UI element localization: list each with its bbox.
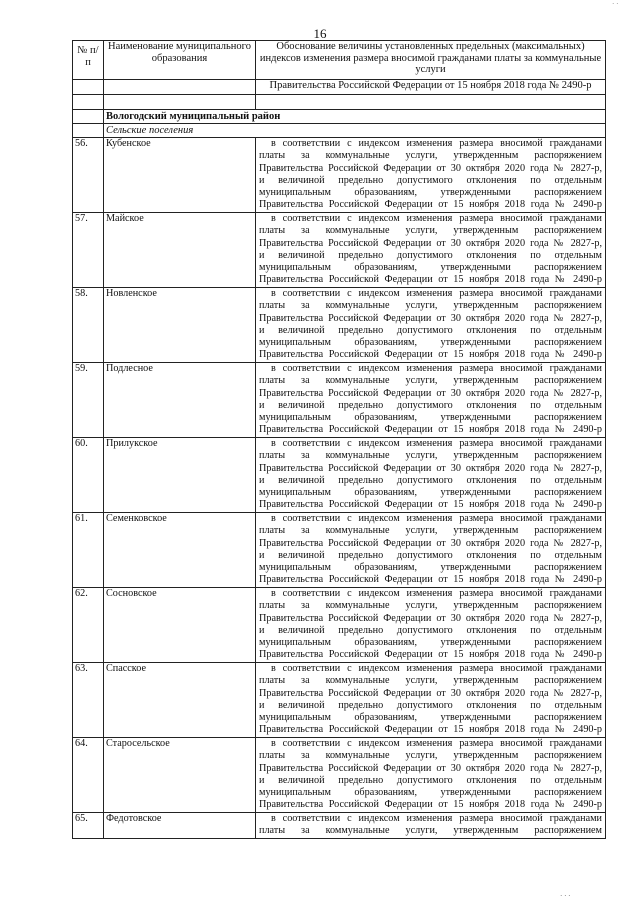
table-row bbox=[73, 213, 606, 288]
table-row bbox=[73, 363, 606, 438]
row-number: 65. bbox=[73, 813, 104, 839]
basis-line: Правительства Российской Федерации от 30 октября 2020 года № 2827-р, bbox=[259, 762, 602, 774]
basis-line: и величиной предельно допустимого отклонения по отдельным bbox=[259, 549, 602, 561]
table-row bbox=[73, 738, 606, 813]
basis-line: платы за коммунальные услуги, утвержденным распоряжением bbox=[259, 450, 602, 462]
basis-line: Правительства Российской Федерации от 15 ноября 2018 года № 2490-р bbox=[259, 574, 602, 586]
page-number: 16 bbox=[313, 26, 327, 41]
municipality-name: Старосельское bbox=[104, 738, 256, 813]
basis-line: Правительства Российской Федерации от 15 ноября 2018 года № 2490-р bbox=[259, 649, 602, 661]
basis-line: и величиной предельно допустимого отклонения по отдельным bbox=[259, 174, 602, 186]
municipality-name: Майское bbox=[104, 213, 256, 288]
municipal-index-table bbox=[72, 40, 606, 839]
table-row bbox=[73, 588, 606, 663]
continuation-num-cell bbox=[73, 80, 104, 95]
scan-footer-mark: · · · bbox=[560, 892, 571, 900]
header-municipality-name: Наименование муниципального образования bbox=[104, 41, 256, 80]
continuation-name-cell bbox=[104, 80, 256, 95]
basis-line: платы за коммунальные услуги, утвержденным распоряжением bbox=[259, 525, 602, 537]
row-number: 59. bbox=[73, 363, 104, 438]
basis-line: и величиной предельно допустимого отклонения по отдельным bbox=[259, 624, 602, 636]
municipality-name: Кубенское bbox=[104, 138, 256, 213]
row-number: 61. bbox=[73, 513, 104, 588]
basis-line: муниципальным образованиям, утвержденными распоряжением bbox=[259, 412, 602, 424]
continuation-basis-text: Правительства Российской Федерации от 15 ноября 2018 года № 2490-р bbox=[256, 80, 606, 95]
basis-line: в соответствии с индексом изменения размера вносимой гражданами bbox=[271, 813, 602, 824]
basis-line: Правительства Российской Федерации от 30 октября 2020 года № 2827-р, bbox=[259, 612, 602, 624]
basis-line: муниципальным образованиям, утвержденными распоряжением bbox=[259, 787, 602, 799]
basis-line: Правительства Российской Федерации от 15 ноября 2018 года № 2490-р bbox=[259, 349, 602, 361]
basis-text bbox=[256, 138, 606, 213]
basis-text bbox=[256, 513, 606, 588]
basis-line: муниципальным образованиям, утвержденными распоряжением bbox=[259, 487, 602, 499]
basis-line: платы за коммунальные услуги, утвержденным распоряжением bbox=[259, 750, 602, 762]
row-number: 60. bbox=[73, 438, 104, 513]
region-num-cell bbox=[73, 110, 104, 124]
municipality-name: Прилукское bbox=[104, 438, 256, 513]
basis-text bbox=[256, 738, 606, 813]
blank-cell bbox=[256, 95, 606, 110]
basis-line: и величиной предельно допустимого отклонения по отдельным bbox=[259, 324, 602, 336]
header-number: № п/п bbox=[73, 41, 104, 80]
row-number: 57. bbox=[73, 213, 104, 288]
basis-line: Правительства Российской Федерации от 30 октября 2020 года № 2827-р, bbox=[259, 462, 602, 474]
basis-line: в соответствии с индексом изменения размера вносимой гражданами bbox=[271, 663, 602, 674]
basis-line: в соответствии с индексом изменения размера вносимой гражданами bbox=[271, 363, 602, 374]
basis-line: и величиной предельно допустимого отклонения по отдельным bbox=[259, 249, 602, 261]
basis-text bbox=[256, 588, 606, 663]
basis-line: Правительства Российской Федерации от 30 октября 2020 года № 2827-р, bbox=[259, 162, 602, 174]
basis-text bbox=[256, 438, 606, 513]
subgroup-num-cell bbox=[73, 124, 104, 138]
row-number: 63. bbox=[73, 663, 104, 738]
table-header-row bbox=[73, 41, 606, 80]
basis-line: Правительства Российской Федерации от 15 ноября 2018 года № 2490-р bbox=[259, 274, 602, 286]
row-number: 56. bbox=[73, 138, 104, 213]
basis-line: Правительства Российской Федерации от 15 ноября 2018 года № 2490-р bbox=[259, 499, 602, 511]
basis-line: Правительства Российской Федерации от 15 ноября 2018 года № 2490-р bbox=[259, 199, 602, 211]
basis-line: Правительства Российской Федерации от 30 октября 2020 года № 2827-р, bbox=[259, 312, 602, 324]
basis-line: Правительства Российской Федерации от 30 октября 2020 года № 2827-р, bbox=[259, 387, 602, 399]
blank-row bbox=[73, 95, 606, 110]
region-title: Вологодский муниципальный район bbox=[104, 110, 606, 124]
basis-line: и величиной предельно допустимого отклонения по отдельным bbox=[259, 774, 602, 786]
scan-corner-mark: · · bbox=[612, 0, 619, 8]
basis-line: и величиной предельно допустимого отклонения по отдельным bbox=[259, 474, 602, 486]
table-row bbox=[73, 288, 606, 363]
subgroup-row bbox=[73, 124, 606, 138]
basis-line: в соответствии с индексом изменения размера вносимой гражданами bbox=[271, 213, 602, 224]
blank-cell bbox=[73, 95, 104, 110]
row-number: 64. bbox=[73, 738, 104, 813]
basis-text bbox=[256, 813, 606, 839]
basis-line: в соответствии с индексом изменения размера вносимой гражданами bbox=[271, 438, 602, 449]
basis-line: платы за коммунальные услуги, утвержденным распоряжением bbox=[259, 150, 602, 162]
basis-line: Правительства Российской Федерации от 15 ноября 2018 года № 2490-р bbox=[259, 724, 602, 736]
basis-line: муниципальным образованиям, утвержденными распоряжением bbox=[259, 187, 602, 199]
basis-line: муниципальным образованиям, утвержденными распоряжением bbox=[259, 637, 602, 649]
basis-line: муниципальным образованиям, утвержденными распоряжением bbox=[259, 712, 602, 724]
basis-line: платы за коммунальные услуги, утвержденным распоряжением bbox=[259, 600, 602, 612]
basis-text bbox=[256, 213, 606, 288]
basis-line: муниципальным образованиям, утвержденными распоряжением bbox=[259, 562, 602, 574]
basis-line: платы за коммунальные услуги, утвержденным распоряжением bbox=[259, 675, 602, 687]
row-number: 58. bbox=[73, 288, 104, 363]
municipality-name: Сосновское bbox=[104, 588, 256, 663]
municipality-name: Спасское bbox=[104, 663, 256, 738]
basis-line: в соответствии с индексом изменения размера вносимой гражданами bbox=[271, 738, 602, 749]
basis-text bbox=[256, 363, 606, 438]
basis-line: муниципальным образованиям, утвержденными распоряжением bbox=[259, 337, 602, 349]
continuation-row bbox=[73, 80, 606, 95]
row-number: 62. bbox=[73, 588, 104, 663]
basis-line: в соответствии с индексом изменения размера вносимой гражданами bbox=[271, 288, 602, 299]
basis-line: в соответствии с индексом изменения размера вносимой гражданами bbox=[271, 588, 602, 599]
municipality-name: Федотовское bbox=[104, 813, 256, 839]
basis-line: Правительства Российской Федерации от 30 октября 2020 года № 2827-р, bbox=[259, 237, 602, 249]
region-row bbox=[73, 110, 606, 124]
basis-line: платы за коммунальные услуги, утвержденным распоряжением bbox=[259, 225, 602, 237]
basis-line: Правительства Российской Федерации от 15 ноября 2018 года № 2490-р bbox=[259, 799, 602, 811]
basis-line: платы за коммунальные услуги, утвержденным распоряжением bbox=[259, 375, 602, 387]
basis-text bbox=[256, 288, 606, 363]
basis-line: Правительства Российской Федерации от 30 октября 2020 года № 2827-р, bbox=[259, 537, 602, 549]
basis-line: платы за коммунальные услуги, утвержденным распоряжением bbox=[259, 825, 602, 837]
subgroup-title: Сельские поселения bbox=[104, 124, 606, 138]
basis-line: муниципальным образованиям, утвержденными распоряжением bbox=[259, 262, 602, 274]
basis-line: Правительства Российской Федерации от 30 октября 2020 года № 2827-р, bbox=[259, 687, 602, 699]
basis-line: платы за коммунальные услуги, утвержденным распоряжением bbox=[259, 300, 602, 312]
table-row bbox=[73, 813, 606, 839]
basis-line: и величиной предельно допустимого отклонения по отдельным bbox=[259, 399, 602, 411]
basis-line: в соответствии с индексом изменения размера вносимой гражданами bbox=[271, 513, 602, 524]
basis-text bbox=[256, 663, 606, 738]
blank-cell bbox=[104, 95, 256, 110]
basis-line: и величиной предельно допустимого отклонения по отдельным bbox=[259, 699, 602, 711]
table-row bbox=[73, 513, 606, 588]
municipality-name: Подлесное bbox=[104, 363, 256, 438]
table-row bbox=[73, 438, 606, 513]
table-row bbox=[73, 663, 606, 738]
basis-line: в соответствии с индексом изменения размера вносимой гражданами bbox=[271, 138, 602, 149]
basis-line: Правительства Российской Федерации от 15 ноября 2018 года № 2490-р bbox=[259, 424, 602, 436]
municipality-name: Семенковское bbox=[104, 513, 256, 588]
table-row bbox=[73, 138, 606, 213]
header-basis: Обоснование величины установленных предельных (максимальных) индексов изменения размера вносимой гражданами платы за коммунальные услуги bbox=[256, 41, 606, 80]
municipality-name: Новленское bbox=[104, 288, 256, 363]
